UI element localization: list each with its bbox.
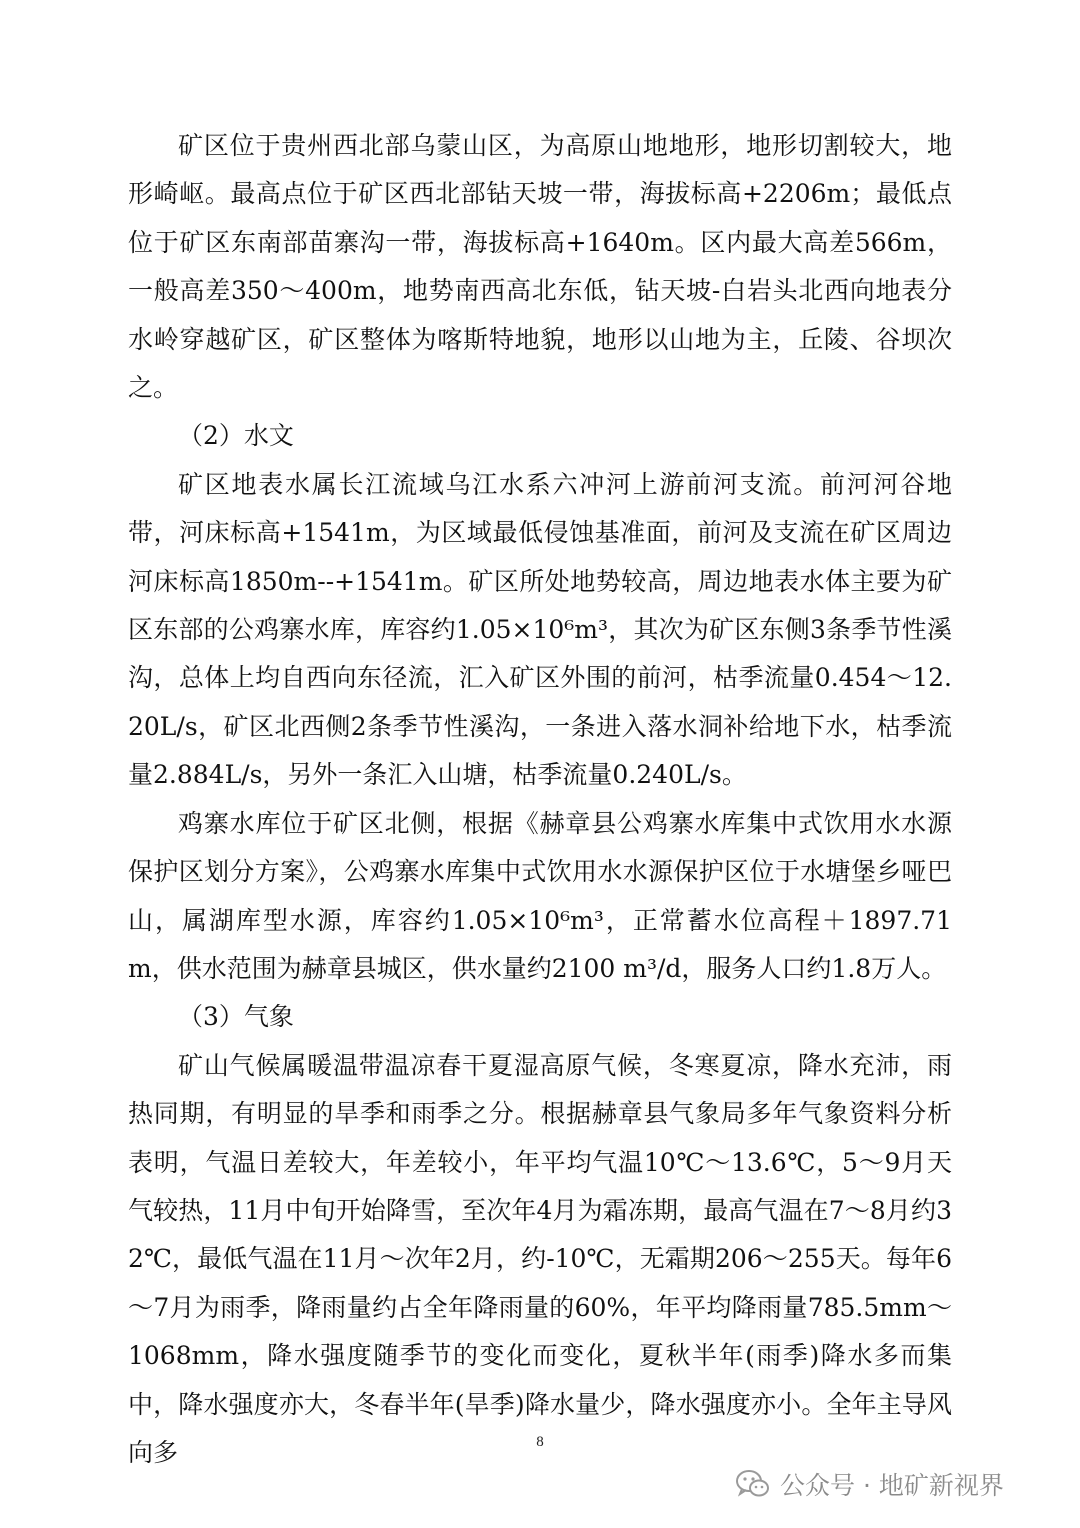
- section-heading-hydrology: （2）水文: [178, 421, 294, 451]
- paragraph-reservoir: 鸡寨水库位于矿区北侧，根据《赫章县公鸡寨水库集中式饮用水水源保护区划分方案》，公鸡寨水库集中式饮用水水源保护区位于水塘堡乡哑巴山，属湖库型水源，库容约1.05×10⁶m³，正常蓄水位高程＋1897.71m，供水范围为赫章县城区，供水量约2100 m³/d，服务人口约1.8万人。: [128, 808, 952, 983]
- paragraph-climate: 矿山气候属暖温带温凉春干夏湿高原气候，冬寒夏凉，降水充沛，雨热同期，有明显的旱季和雨季之分。根据赫章县气象局多年气象资料分析表明，气温日差较大，年差较小，年平均气温10℃～13.6℃，5～9月天气较热，11月中旬开始降雪，至次年4月为霜冻期，最高气温在7～8月约32℃，最低气温在11月～次年2月，约-10℃，无霜期206～255天。每年6～7月为雨季，降雨量约占全年降雨量的60%，年平均降雨量785.5mm～1068mm，降水强度随季节的变化而变化，夏秋半年(雨季)降水多而集中，降水强度亦大，冬春半年(旱季)降水量少，降水强度亦小。全年主导风向多: [128, 1050, 952, 1467]
- wechat-icon: [736, 1469, 770, 1499]
- watermark-text: 公众号 · 地矿新视界: [780, 1471, 1004, 1500]
- watermark: [736, 1464, 1004, 1504]
- paragraph-hydrology: 矿区地表水属长江流域乌江水系六冲河上游前河支流。前河河谷地带，河床标高+1541m，为区域最低侵蚀基准面，前河及支流在矿区周边河床标高1850m--+1541m。矿区所处地势较高，周边地表水体主要为矿区东部的公鸡寨水库，库容约1.05×10⁶m³，其次为矿区东侧3条季节性溪沟，总体上均自西向东径流，汇入矿区外围的前河，枯季流量0.454～12.20L/s，矿区北西侧2条季节性溪沟，一条进入落水洞补给地下水，枯季流量2.884L/s，另外一条汇入山塘，枯季流量0.240L/s。: [128, 469, 952, 790]
- document-body: [128, 122, 952, 1477]
- section-heading-climate: （3）气象: [178, 1002, 294, 1032]
- paragraph-terrain: 矿区位于贵州西北部乌蒙山区，为高原山地地形，地形切割较大，地形崎岖。最高点位于矿区西北部钻天坡一带，海拔标高+2206m；最低点位于矿区东南部苗寨沟一带，海拔标高+1640m。区内最大高差566m，一般高差350～400m，地势南西高北东低，钻天坡-白岩头北西向地表分水岭穿越矿区，矿区整体为喀斯特地貌，地形以山地为主，丘陵、谷坝次之。: [128, 131, 952, 403]
- page-number: 8: [536, 1434, 544, 1450]
